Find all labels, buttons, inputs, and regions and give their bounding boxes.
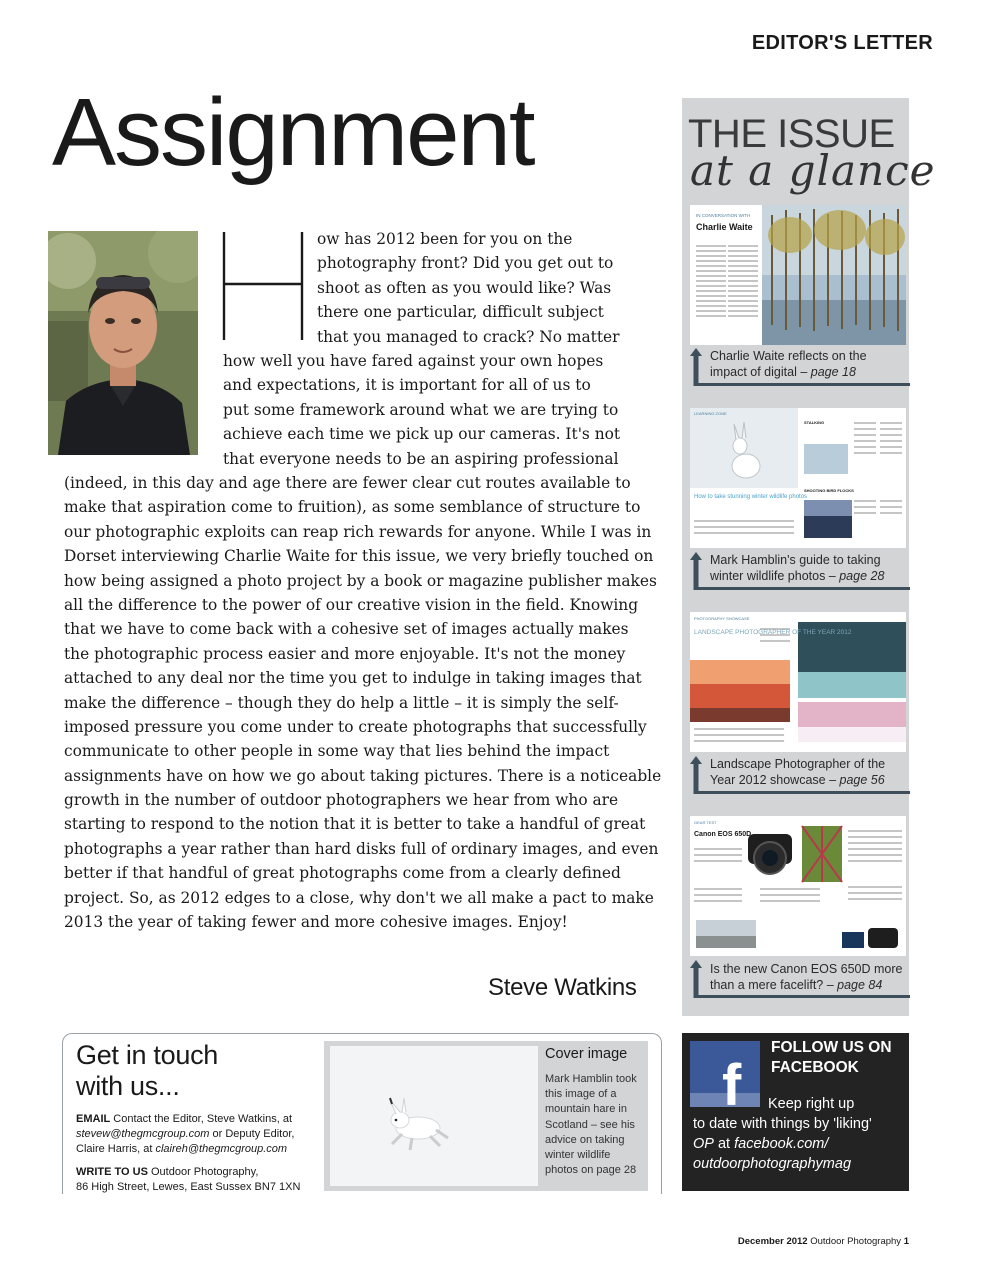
cover-image xyxy=(330,1046,538,1186)
thumbnail-landscape-photographer[interactable] xyxy=(690,612,906,752)
caption-text: Is the new Canon EOS 650D more than a mere facelift? – xyxy=(710,962,903,992)
page-number: 1 xyxy=(903,1236,909,1247)
contact-address xyxy=(76,1165,300,1195)
body-line: growth in the number of outdoor photographers we hear from who are xyxy=(64,791,619,810)
body-line: imposed pressure you come under to create photographs that successfully xyxy=(64,717,647,736)
body-line: make that aspiration come to fruition), as some semblance of structure to xyxy=(64,498,641,517)
facebook-logo-letter: f xyxy=(722,1053,742,1107)
body-text-intro xyxy=(317,227,620,349)
body-line: make the difference – though they do help a little – it is simply the self- xyxy=(64,693,619,712)
body-line: how well you have fared against your own hopes xyxy=(223,352,604,370)
sidebar-item-charlie-waite[interactable] xyxy=(710,349,906,380)
write-label: WRITE TO US xyxy=(76,1166,148,1178)
body-line: project. So, as 2012 edges to a close, why don't we all make a pact to make xyxy=(64,888,654,907)
facebook-text-line: Keep right up xyxy=(768,1096,855,1112)
thumbnail-winter-wildlife[interactable] xyxy=(690,408,906,548)
footer-magazine: Outdoor Photography xyxy=(810,1236,902,1247)
caption-text: Landscape Photographer of the Year 2012 showcase – xyxy=(710,757,886,787)
caption-text: Mark Hamblin's guide to taking winter wildlife photos – xyxy=(710,553,881,583)
body-line: photographs a year rather than hard disks full of ordinary images, and even xyxy=(64,839,659,858)
email-text: or Deputy Editor, xyxy=(212,1128,295,1140)
thumb-subhead: STALKING xyxy=(804,420,825,425)
body-line: that everyone needs to be an aspiring professional xyxy=(223,449,619,468)
footer-date: December 2012 xyxy=(737,1236,808,1247)
thumb-headline: Canon EOS 650D xyxy=(694,831,752,838)
section-label: EDITOR'S LETTER xyxy=(751,32,933,54)
contact-title-line: with us... xyxy=(76,1071,180,1101)
facebook-at: at xyxy=(713,1136,735,1152)
body-line: (indeed, in this day and age there are fewer clear cut routes available to xyxy=(64,474,631,492)
thumb-headline: How to take stunning winter wildlife photos xyxy=(694,494,808,500)
thumb-kicker: PHOTOGRAPHY SHOWCASE xyxy=(694,616,750,621)
thumb-subhead: SHOOTING BIRD FLOCKS xyxy=(804,488,854,493)
body-line: 2013 the year of taking fewer and more cohesive images. Enjoy! xyxy=(64,913,568,932)
page-ref: page 84 xyxy=(837,977,883,992)
facebook-url[interactable]: outdoorphotographymag xyxy=(693,1156,852,1172)
body-text-middle xyxy=(223,349,620,471)
body-line: communicate to other people in some way that lies behind the impact xyxy=(64,742,610,761)
page-ref: page 56 xyxy=(839,772,885,787)
body-line: put some framework around what we are trying to xyxy=(223,400,619,419)
sidebar-item-winter-wildlife[interactable] xyxy=(710,553,906,584)
body-line: starting to respond to the notion that it is better to take a handful of great xyxy=(64,815,646,834)
thumb-kicker: IN CONVERSATION WITH xyxy=(696,213,751,218)
thumbnail-charlie-waite[interactable] xyxy=(690,205,906,345)
facebook-url[interactable]: facebook.com/ xyxy=(734,1136,829,1152)
editor-portrait xyxy=(48,231,198,455)
email-text: Contact the Editor, Steve Watkins, at xyxy=(113,1113,293,1125)
email-link[interactable]: claireh@thegmcgroup.com xyxy=(155,1143,288,1155)
body-line: shoot as often as you would like? Was xyxy=(317,278,612,297)
facebook-title xyxy=(771,1038,892,1078)
sidebar-subtitle: at a glance xyxy=(690,146,936,195)
thumb-headline: Charlie Waite xyxy=(696,222,753,232)
email-label: EMAIL xyxy=(76,1113,111,1125)
sidebar-item-canon-eos[interactable] xyxy=(710,962,906,993)
sidebar-title: THE ISSUE xyxy=(688,112,895,156)
facebook-op: OP xyxy=(693,1136,714,1152)
body-line: photography front? Did you get out to xyxy=(317,254,614,273)
body-line: how being assigned a photo project by a book or magazine publisher makes xyxy=(64,571,657,590)
page-footer xyxy=(738,1236,909,1247)
body-text-main xyxy=(64,471,661,934)
cover-title: Cover image xyxy=(545,1046,628,1062)
body-line: attached to any deal nor the time you get to indulge in taking images that xyxy=(64,669,642,688)
body-line: Dorset interviewing Charlie Waite for this issue, we very briefly touched on xyxy=(64,547,654,566)
article-title: Assignment xyxy=(52,79,534,186)
address-text: Outdoor Photography, xyxy=(150,1166,259,1178)
body-line: that we have to come back with a cohesive set of images actually makes xyxy=(64,620,629,639)
body-line: and expectations, it is important for all of us to xyxy=(223,376,591,395)
thumbnail-canon-eos-650d[interactable] xyxy=(690,816,906,956)
body-line: achieve each time we pick up our cameras. It's not xyxy=(223,425,621,444)
email-link[interactable]: stevew@thegmcgroup.com xyxy=(76,1128,210,1140)
facebook-title-line: FOLLOW US ON xyxy=(771,1039,892,1056)
caption-text: Charlie Waite reflects on the impact of digital – xyxy=(710,349,867,379)
email-text: Claire Harris, at xyxy=(76,1143,153,1155)
editor-signature: Steve Watkins xyxy=(488,974,637,1001)
body-line: ow has 2012 been for you on the xyxy=(317,230,573,248)
body-line: the photographic process easier and more enjoyable. It's not the money xyxy=(64,644,626,663)
facebook-text xyxy=(693,1094,905,1174)
body-line: better if that handful of great photographs come from a clearly defined xyxy=(64,864,621,883)
body-line: that you managed to crack? No matter xyxy=(317,327,620,346)
contact-title-line: Get in touch xyxy=(76,1040,218,1070)
address-text: 86 High Street, Lewes, East Sussex BN7 1XN xyxy=(76,1181,301,1193)
page-ref: page 18 xyxy=(810,364,856,379)
cover-text: Mark Hamblin took this image of a mountain hare in Scotland – see his advice on taking winter wildlife photos on page 28 xyxy=(545,1073,637,1177)
page-ref: page 28 xyxy=(839,568,885,583)
body-line: our photographic exploits can reap rich rewards for anyone. While I was in xyxy=(64,522,652,541)
thumb-headline: LANDSCAPE PHOTOGRAPHER OF THE YEAR 2012 xyxy=(694,629,852,636)
contact-email xyxy=(76,1112,294,1157)
drop-cap xyxy=(222,232,304,340)
facebook-title-line: FACEBOOK xyxy=(771,1059,859,1076)
facebook-text-line: to date with things by 'liking' xyxy=(693,1116,872,1132)
thumb-kicker: LEARNING ZONE xyxy=(694,411,727,416)
sidebar-item-landscape-photographer[interactable] xyxy=(710,757,906,788)
body-line: assignments have on how we go about taking pictures. There is a noticeable xyxy=(64,766,662,785)
contact-title xyxy=(76,1040,218,1102)
thumb-kicker: GEAR TEST xyxy=(694,820,717,825)
body-line: there one particular, difficult subject xyxy=(317,303,604,322)
body-line: all the difference to the power of our creative vision in the field. Knowing xyxy=(64,595,639,614)
